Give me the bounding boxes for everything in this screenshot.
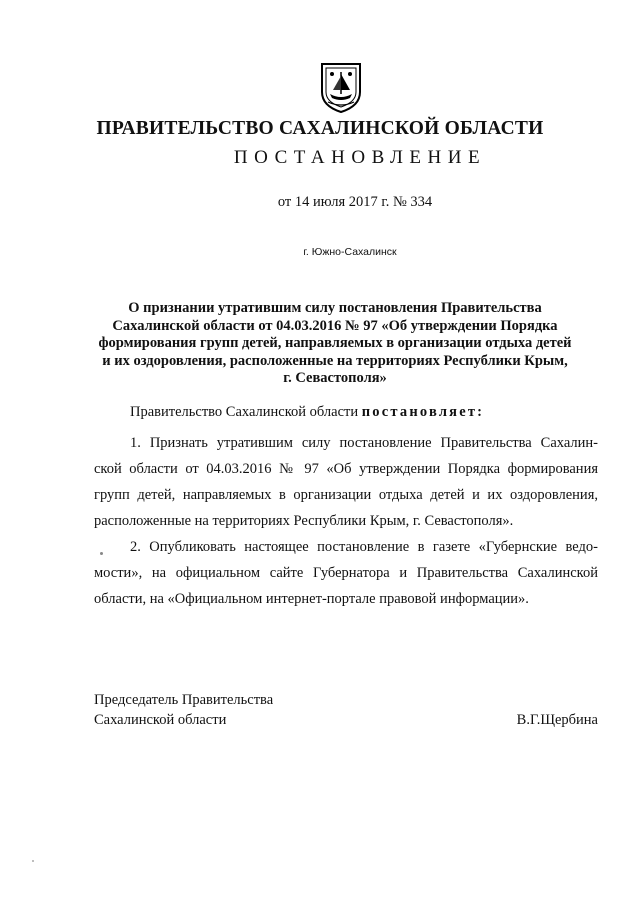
paragraph-line: групп детей, направляемых в организации отдыха детей и их оздоровления, bbox=[94, 487, 598, 503]
signatory-name: В.Г.Щербина bbox=[516, 712, 598, 728]
paragraph-line: расположенные на территориях Республики Крым, г. Севастополя». bbox=[94, 513, 514, 529]
scan-speck bbox=[32, 860, 34, 862]
document-city: г. Южно-Сахалинск bbox=[303, 246, 397, 258]
heading-line: г. Севастополя» bbox=[283, 370, 387, 386]
paragraph-line: 2. Опубликовать настоящее постановление в газете «Губернские ведо- bbox=[130, 539, 598, 555]
paragraph-line: области, на «Официальном интернет-портале правовой информации». bbox=[94, 591, 529, 607]
paragraph-1 bbox=[94, 430, 598, 534]
intro-text: Правительство Сахалинской области bbox=[130, 404, 359, 420]
document-date-number: от 14 июля 2017 г. № 334 bbox=[277, 194, 433, 210]
heading-line: и их оздоровления, расположенные на территориях Республики Крым, bbox=[102, 352, 568, 369]
paragraph-line: 1. Признать утратившим силу постановление Правительства Сахалин- bbox=[130, 435, 598, 451]
signature-position-line: Председатель Правительства bbox=[94, 692, 274, 708]
paragraph-line: мости», на официальном сайте Губернатора и Правительства Сахалинской bbox=[94, 565, 598, 581]
heading-line: О признании утратившим силу постановления Правительства bbox=[128, 300, 542, 316]
scan-speck bbox=[100, 552, 103, 555]
signature-position-line: Сахалинской области bbox=[94, 712, 227, 728]
coat-of-arms-emblem bbox=[320, 62, 362, 114]
intro-verb: постановляет: bbox=[361, 404, 485, 420]
intro-paragraph bbox=[94, 399, 634, 425]
document-type: ПОСТАНОВЛЕНИЕ bbox=[233, 147, 487, 168]
heading-line: Сахалинской области от 04.03.2016 № 97 «Об утверждении Порядка bbox=[112, 317, 558, 334]
heading-line: формирования групп детей, направляемых в организации отдыха детей bbox=[98, 335, 572, 351]
document-heading bbox=[90, 300, 580, 388]
paragraph-line: ской области от 04.03.2016 № 97 «Об утверждении Порядка формирования bbox=[94, 461, 598, 477]
paragraph-2 bbox=[94, 534, 598, 612]
organization-title: ПРАВИТЕЛЬСТВО САХАЛИНСКОЙ ОБЛАСТИ bbox=[96, 118, 544, 139]
